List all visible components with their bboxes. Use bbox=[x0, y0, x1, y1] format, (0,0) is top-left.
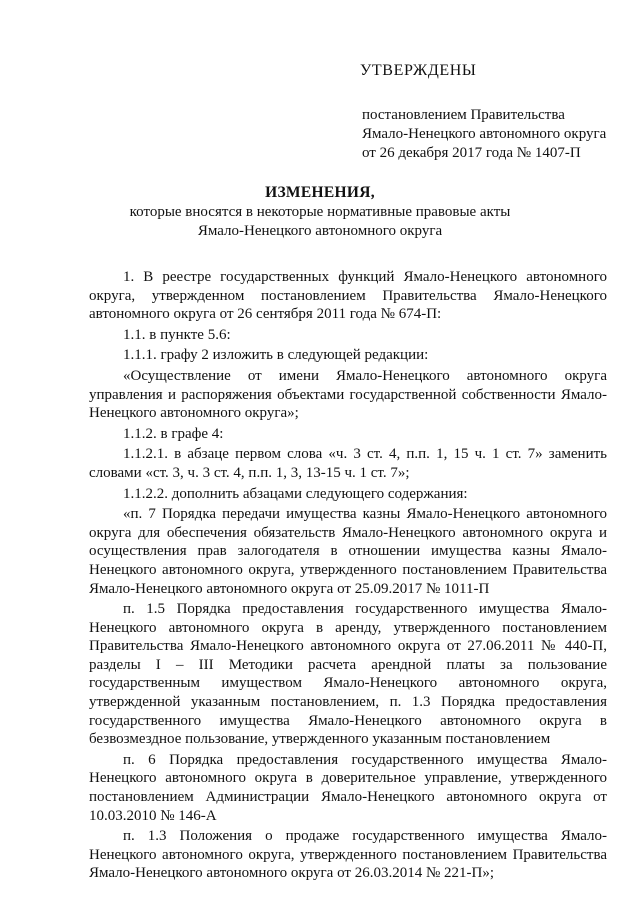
paragraph: п. 1.3 Положения о продаже государственного имущества Ямало-Ненецкого автономного округа, утвержденного постановлением Правительства Ямало-Ненецкого автономного округа от 26.03.2014 № 221-П»; bbox=[89, 828, 607, 882]
document-body bbox=[89, 268, 607, 883]
paragraph: «Осуществление от имени Ямало-Ненецкого автономного округа управления и распоряжения объектами государственной собственности Ямало-Ненецкого автономного округа»; bbox=[89, 367, 607, 422]
paragraph: 1.1.2.1. в абзаце первом слова «ч. 3 ст. 4, п.п. 1, 15 ч. 1 ст. 7» заменить словами «ст. 3, ч. 3 ст. 4, п.п. 1, 3, 13-15 ч. 1 ст. 7»; bbox=[89, 446, 607, 481]
document-title: ИЗМЕНЕНИЯ, bbox=[265, 184, 375, 201]
document-subtitle bbox=[0, 203, 640, 241]
paragraph: 1. В реестре государственных функций Ямало-Ненецкого автономного округа, утвержденном постановлением Правительства Ямало-Ненецкого автономного округа от 26 сентября 2011 года № 674-П: bbox=[89, 269, 607, 323]
approval-block bbox=[362, 106, 606, 163]
paragraph: 1.1.2.2. дополнить абзацами следующего содержания: bbox=[123, 485, 468, 502]
paragraph: 1.1.1. графу 2 изложить в следующей редакции: bbox=[123, 347, 429, 364]
approval-line: постановлением Правительства bbox=[362, 107, 565, 123]
paragraph: п. 6 Порядка предоставления государственного имущества Ямало-Ненецкого автономного округа в доверительное управление, утвержденного постановлением Администрации Ямало-Ненецкого автономного округа от 10.03.2010 № 146-А bbox=[89, 751, 607, 824]
subtitle-line: которые вносятся в некоторые нормативные правовые акты bbox=[129, 204, 511, 220]
paragraph: 1.1. в пункте 5.6: bbox=[123, 326, 231, 343]
paragraph: п. 1.5 Порядка предоставления государственного имущества Ямало-Ненецкого автономного округа в аренду, утвержденного постановлением Правительства Ямало-Ненецкого автономного округа от 27.06.2011 № 440-П, разделы I – III Методики расчета арендной платы за пользование государственным имуществом Ямало-Ненецкого автономного округа, утвержденной указанным постановлением, п. 1.3 Порядка предоставления государственного имущества Ямало-Ненецкого автономного округа в безвозмездное пользование, утвержденного указанным постановлением bbox=[89, 601, 607, 748]
approval-stamp: УТВЕРЖДЕНЫ bbox=[360, 62, 477, 79]
paragraph: 1.1.2. в графе 4: bbox=[123, 425, 224, 442]
paragraph: «п. 7 Порядка передачи имущества казны Ямало-Ненецкого автономного округа для обеспечения обязательств Ямало-Ненецкого автономного округа и осуществления прав залогодателя в отношении имущества казны Ямало-Ненецкого автономного округа, утвержденного постановлением Правительства Ямало-Ненецкого автономного округа от 25.09.2017 № 1011-П bbox=[89, 506, 607, 597]
subtitle-line: Ямало-Ненецкого автономного округа bbox=[197, 223, 443, 239]
approval-line: от 26 декабря 2017 года № 1407-П bbox=[362, 145, 581, 161]
approval-line: Ямало-Ненецкого автономного округа bbox=[362, 126, 607, 142]
